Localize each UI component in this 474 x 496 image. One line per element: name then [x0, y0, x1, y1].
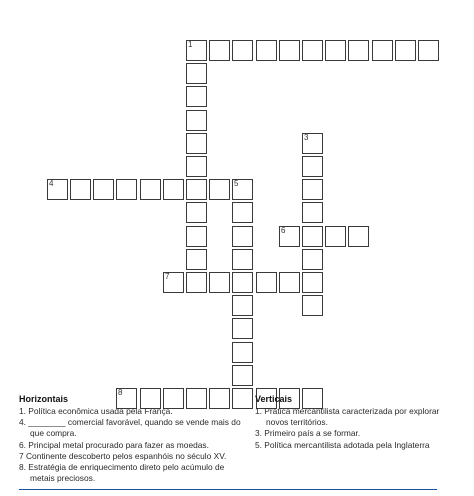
crossword-cell[interactable]	[116, 179, 137, 200]
crossword-cell[interactable]	[232, 272, 253, 293]
clue-number: 6	[281, 226, 286, 235]
crossword-cell[interactable]	[232, 202, 253, 223]
clue-text: 1. Política econômica usada pela França.	[19, 406, 173, 416]
crossword-cell[interactable]	[232, 249, 253, 270]
across-clue-6	[19, 440, 251, 451]
crossword-cell[interactable]	[232, 179, 253, 200]
clue-number: 5	[234, 179, 239, 188]
crossword-cell[interactable]	[186, 40, 207, 61]
crossword-cell[interactable]	[186, 179, 207, 200]
crossword-cell[interactable]	[302, 40, 323, 61]
crossword-cell[interactable]	[232, 226, 253, 247]
crossword-cell[interactable]	[395, 40, 416, 61]
crossword-cell[interactable]	[163, 272, 184, 293]
crossword-cell[interactable]	[47, 179, 68, 200]
crossword-cell[interactable]	[70, 179, 91, 200]
across-clues	[19, 393, 251, 484]
down-clue-5	[255, 440, 460, 451]
crossword-cell[interactable]	[232, 318, 253, 339]
crossword-cell[interactable]	[302, 249, 323, 270]
clue-number: 4	[49, 179, 54, 188]
crossword-cell[interactable]	[209, 179, 230, 200]
crossword-cell[interactable]	[302, 133, 323, 154]
down-clues	[255, 393, 460, 451]
clue-text-cont: metais preciosos.	[30, 473, 96, 484]
across-clue-4	[19, 417, 251, 439]
crossword-cell[interactable]	[232, 365, 253, 386]
across-clue-8	[19, 462, 251, 484]
crossword-cell[interactable]	[372, 40, 393, 61]
crossword-cell[interactable]	[325, 226, 346, 247]
crossword-cell[interactable]	[163, 179, 184, 200]
crossword-cell[interactable]	[186, 63, 207, 84]
clue-text: 6. Principal metal procurado para fazer as moedas.	[19, 439, 209, 450]
crossword-cell[interactable]	[93, 179, 114, 200]
crossword-cell[interactable]	[302, 226, 323, 247]
clue-text: 8. Estratégia de enriquecimento direto pelo acúmulo de	[19, 462, 225, 473]
crossword-cell[interactable]	[232, 342, 253, 363]
across-title: Horizontais	[19, 394, 69, 404]
down-clue-3	[255, 428, 460, 439]
across-clue-7	[19, 451, 251, 462]
clue-text: 3. Primeiro país a se formar.	[255, 428, 361, 439]
crossword-cell[interactable]	[186, 226, 207, 247]
crossword-cell[interactable]	[279, 40, 300, 61]
crossword-cell[interactable]	[186, 86, 207, 107]
crossword-cell[interactable]	[186, 133, 207, 154]
clue-number: 8	[118, 388, 123, 397]
clue-number: 1	[188, 40, 193, 49]
crossword-cell[interactable]	[302, 179, 323, 200]
divider-line	[19, 489, 437, 490]
down-title: Verticais	[255, 394, 293, 404]
crossword-cell[interactable]	[186, 249, 207, 270]
crossword-cell[interactable]	[348, 226, 369, 247]
clue-text: 4. ________ comercial favorável, quando se vende mais do	[19, 417, 241, 428]
crossword-cell[interactable]	[279, 272, 300, 293]
crossword-cell[interactable]	[302, 156, 323, 177]
clue-text: 7 Continente descoberto pelos espanhóis no século XV.	[19, 450, 227, 461]
crossword-cell[interactable]	[302, 295, 323, 316]
crossword-cell[interactable]	[186, 110, 207, 131]
crossword-cell[interactable]	[348, 40, 369, 61]
crossword-cell[interactable]	[232, 295, 253, 316]
crossword-cell[interactable]	[186, 202, 207, 223]
crossword-cell[interactable]	[256, 272, 277, 293]
crossword-cell[interactable]	[279, 226, 300, 247]
down-clue-1	[255, 406, 460, 428]
crossword-cell[interactable]	[186, 156, 207, 177]
crossword-cell[interactable]	[256, 40, 277, 61]
crossword-cell[interactable]	[302, 272, 323, 293]
crossword-cell[interactable]	[140, 179, 161, 200]
clue-text-cont: novos territórios.	[266, 417, 328, 428]
clue-text: 1. Prática mercantilista caracterizada por explorar	[255, 406, 440, 416]
across-clue-1	[19, 406, 251, 417]
crossword-cell[interactable]	[209, 40, 230, 61]
crossword-cell[interactable]	[209, 272, 230, 293]
crossword-cell[interactable]	[325, 40, 346, 61]
crossword-cell[interactable]	[302, 202, 323, 223]
clue-number: 3	[304, 133, 309, 142]
crossword-cell[interactable]	[418, 40, 439, 61]
crossword-cell[interactable]	[186, 272, 207, 293]
clue-text-cont: que compra.	[30, 428, 77, 439]
crossword-cell[interactable]	[232, 40, 253, 61]
clue-number: 7	[165, 272, 170, 281]
clue-text: 5. Política mercantilista adotada pela Inglaterra	[255, 439, 430, 450]
